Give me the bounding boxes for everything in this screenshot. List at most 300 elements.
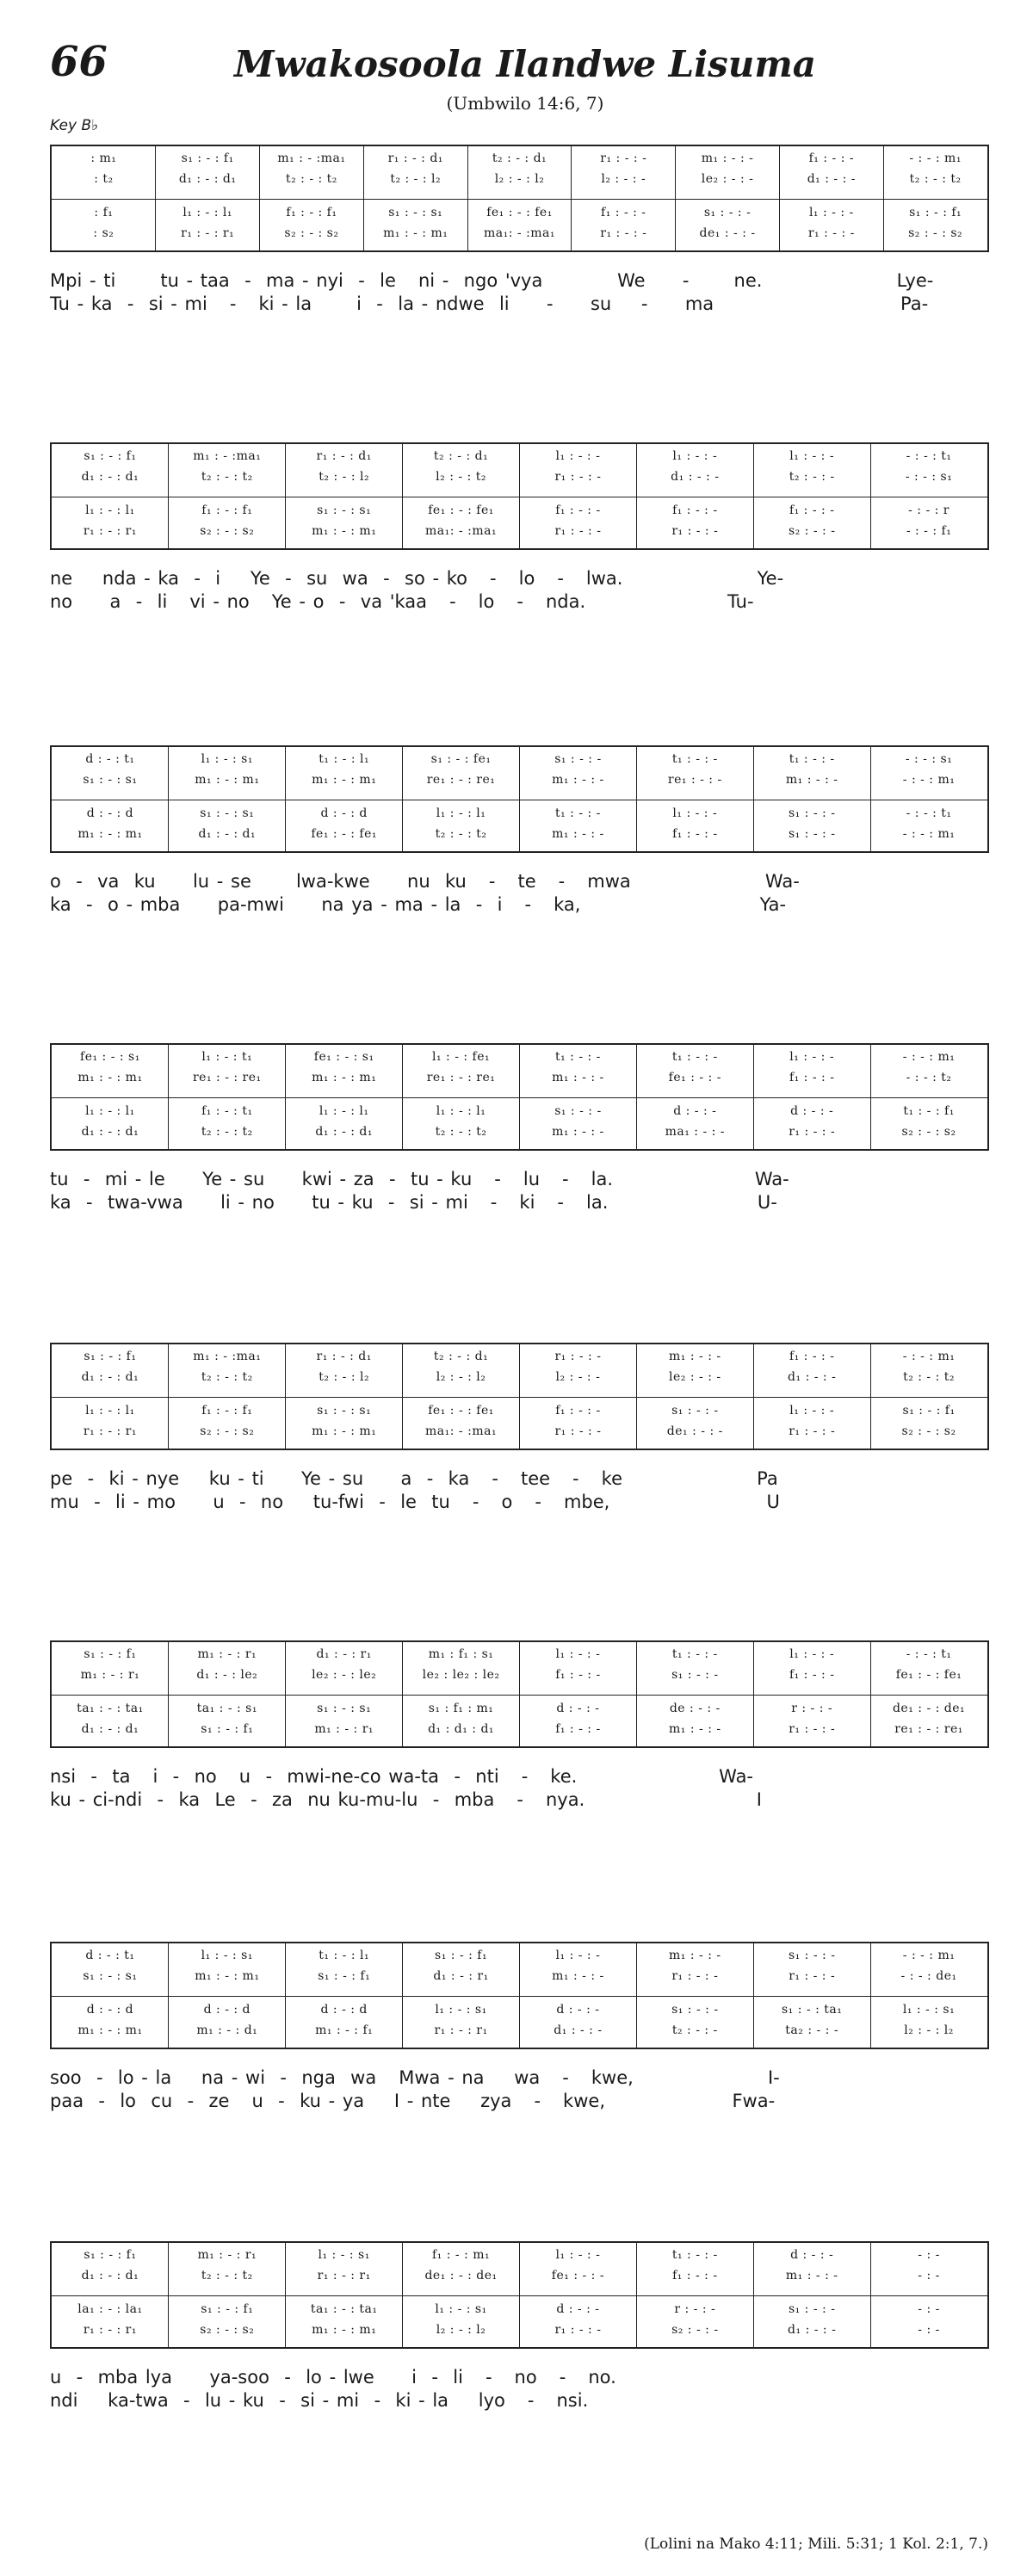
note-cell: ta₁ : - : ta₁ (77, 1702, 144, 1715)
lyric-line: pe - ki - nye ku - ti Ye - su a - ka - tee - ke Pa (50, 1468, 778, 1489)
note-cell: t₂ : - : t₂ (201, 2269, 253, 2283)
note-cell: d : - : - (673, 1104, 717, 1118)
note-cell: l₁ : - : t₁ (201, 1050, 253, 1064)
note-cell: f₁ : - : - (555, 1404, 601, 1418)
note-cell: f₁ : - : f₁ (201, 1404, 253, 1418)
note-cell: - : - : m₁ (902, 1949, 956, 1962)
voice-row (52, 1071, 987, 1084)
music-system (50, 442, 989, 550)
note-cell: m₁ : - : - (552, 827, 604, 841)
note-cell: d : - : d (320, 806, 368, 820)
note-cell: s₁ : - : - (554, 752, 602, 766)
music-system (50, 1942, 989, 2049)
note-cell: fe₁ : - : fe₁ (895, 1668, 962, 1682)
note-cell: s₁ : - : f₁ (201, 2302, 254, 2316)
voice-row (52, 1370, 987, 1384)
note-cell: d₁ : - : le₂ (196, 1668, 258, 1682)
voice-row (52, 1722, 987, 1736)
note-cell: t₂ : - : d₁ (433, 449, 489, 463)
voice-row (52, 1949, 987, 1962)
voice-row (52, 773, 987, 787)
music-system (50, 1343, 989, 1450)
voice-row (52, 2323, 987, 2337)
note-cell: s₁ : - : s₁ (317, 503, 372, 517)
note-cell: f₁ : - : - (789, 1668, 835, 1682)
note-cell: fe₁ : - : fe₁ (428, 503, 494, 517)
note-cell: m₁ : - : - (552, 1125, 604, 1139)
lyric-line: mu - li - mo u - no tu-fwi - le tu - o - mbe, U (50, 1492, 780, 1512)
note-cell: m₁ : - : m₁ (77, 1071, 143, 1084)
note-cell: l₂ : - : - (555, 1370, 601, 1384)
voice-row (52, 752, 987, 766)
note-cell: s₁ : - : f₁ (201, 1722, 254, 1736)
note-cell: m₁ : - : - (785, 2269, 838, 2283)
note-cell: l₁ : - : s₁ (318, 2248, 370, 2262)
music-system (50, 745, 989, 853)
note-cell: s₁ : - : - (703, 206, 752, 219)
hymn-title: Mwakosoola Ilandwe Lisuma (234, 43, 816, 85)
note-cell: s₁ : - : s₁ (200, 806, 255, 820)
note-cell: t₁ : - : f₁ (903, 1104, 955, 1118)
note-cell: t₁ : - : - (554, 1050, 601, 1064)
note-cell: - : - : f₁ (906, 524, 952, 538)
note-cell: re₁ : - : re₁ (192, 1071, 262, 1084)
note-cell: r₁ : - : d₁ (316, 1350, 372, 1363)
note-cell: r₁ : - : - (671, 1969, 719, 1983)
note-cell: s₁ : - : f₁ (435, 1949, 488, 1962)
note-cell: l₁ : - : l₁ (85, 1404, 135, 1418)
note-cell: t₁ : - : - (671, 1050, 718, 1064)
note-cell: l₁ : - : - (555, 449, 601, 463)
lyrics-block (50, 1168, 989, 1214)
note-cell: m₁ : - : m₁ (312, 773, 377, 787)
note-cell: f₁ : - : - (672, 827, 718, 841)
note-cell: - : - : t₂ (906, 1071, 952, 1084)
note-cell: d₁ : - : d₁ (198, 827, 257, 841)
lyrics-block (50, 2066, 989, 2113)
lyrics-block (50, 567, 989, 614)
voice-row (52, 806, 987, 820)
note-cell: re₁ : - : re₁ (426, 1071, 496, 1084)
note-cell: l₁ : - : s₁ (435, 2302, 487, 2316)
voice-row (52, 1104, 987, 1118)
note-cell: f₁ : - : - (555, 1722, 601, 1736)
note-cell: l₂ : - : l₂ (494, 172, 545, 186)
note-cell: d₁ : - : d₁ (81, 2269, 139, 2283)
note-cell: d₁ : - : - (788, 2323, 837, 2337)
note-cell: l₂ : - : t₂ (436, 470, 486, 484)
note-cell: r₁ : - : - (789, 1722, 836, 1736)
note-cell: l₂ : - : - (601, 172, 646, 186)
note-cell: s₁ : - : s₁ (83, 1969, 138, 1983)
note-cell: t₂ : - : t₂ (201, 1125, 253, 1139)
note-cell: de₁ : - : de₁ (892, 1702, 966, 1715)
note-cell: l₂ : - : l₂ (904, 2023, 954, 2037)
lyric-line: u - mba lya ya-soo - lo - lwe i - li - no - no. (50, 2367, 616, 2388)
note-cell: - : - : s₁ (905, 752, 953, 766)
note-cell: l₁ : - : l₁ (436, 1104, 486, 1118)
note-cell: t₂ : - : t₂ (435, 827, 487, 841)
note-cell: r₁ : - : - (789, 1969, 836, 1983)
scripture-reference: (Umbwilo 14:6, 7) (446, 93, 604, 114)
note-cell: m₁ : - : r₁ (80, 1668, 140, 1682)
note-cell: l₁ : - : l₁ (436, 806, 486, 820)
note-cell: d₁ : - : d₁ (315, 1125, 373, 1139)
note-cell: - : - (918, 2269, 940, 2283)
voice-row (52, 524, 987, 538)
note-cell: m₁ : - : - (669, 1350, 721, 1363)
note-cell: f₁ : - : - (789, 503, 835, 517)
note-cell: t₂ : - : l₂ (319, 1370, 370, 1384)
voice-row (52, 1702, 987, 1715)
note-cell: - : - : t₁ (906, 449, 952, 463)
voice-row (52, 206, 987, 219)
note-cell: - : - (918, 2302, 940, 2316)
note-cell: r₁ : - : - (554, 1350, 602, 1363)
note-cell: l₁ : - : - (789, 1647, 835, 1661)
note-cell: - : - : t₁ (906, 1647, 952, 1661)
note-cell: l₁ : - : - (789, 1050, 835, 1064)
note-cell: d : - : d (86, 2003, 134, 2017)
key-signature: Key B♭ (50, 117, 99, 134)
note-cell: l₁ : - : l₁ (85, 1104, 135, 1118)
note-cell: r₁ : - : r₁ (83, 2323, 137, 2337)
note-cell: de : - : - (669, 1702, 721, 1715)
note-cell: de₁ : - : de₁ (424, 2269, 498, 2283)
note-cell: s₁ : - : - (788, 1949, 836, 1962)
note-cell: s₁ : - : f₁ (318, 1969, 371, 1983)
note-cell: d₁ : - : - (807, 172, 856, 186)
note-cell: d : - : d (86, 806, 134, 820)
lyrics-block (50, 2366, 989, 2412)
note-cell: s₂ : - : - (671, 2323, 719, 2337)
note-cell: fe₁ : - : s₁ (313, 1050, 374, 1064)
note-cell: ma₁: - :ma₁ (425, 1424, 498, 1438)
note-cell: l₁ : - : l₁ (182, 206, 232, 219)
note-cell: m₁ : f₁ : s₁ (428, 1647, 494, 1661)
note-cell: s₁ : - : fe₁ (430, 752, 492, 766)
note-cell: l₂ : - : l₂ (436, 2323, 486, 2337)
note-cell: t₁ : - : - (554, 806, 601, 820)
note-cell: - : - (918, 2323, 940, 2337)
note-cell: fe₁ : - : - (668, 1071, 721, 1084)
note-cell: s₂ : - : s₂ (200, 1424, 255, 1438)
voice-row (52, 449, 987, 463)
note-cell: d₁ : - : d₁ (178, 172, 237, 186)
note-cell: t₁ : - : l₁ (319, 1949, 370, 1962)
note-cell: - : - : m₁ (902, 1050, 956, 1064)
note-cell: fe₁ : - : - (551, 2269, 605, 2283)
note-cell: : m₁ (90, 151, 117, 165)
note-cell: s₁ : - : s₁ (317, 1404, 372, 1418)
note-cell: r₁ : - : - (554, 524, 602, 538)
music-system (50, 1043, 989, 1151)
voice-row (52, 1050, 987, 1064)
lyric-line: ne nda - ka - i Ye - su wa - so - ko - lo - lwa. Ye- (50, 568, 784, 589)
note-cell: s₁ : - : - (671, 2003, 719, 2017)
voice-row (52, 1404, 987, 1418)
note-cell: l₁ : - : - (555, 1647, 601, 1661)
note-cell: m₁ : - : m₁ (312, 2323, 377, 2337)
voice-row (52, 470, 987, 484)
note-cell: de₁ : - : - (699, 226, 756, 240)
note-cell: d : - : - (790, 1104, 834, 1118)
note-cell: m₁ : - : - (552, 1969, 604, 1983)
music-system (50, 145, 989, 252)
note-cell: re₁ : - : - (667, 773, 722, 787)
lyric-line: Tu - ka - si - mi - ki - la i - la - ndwe li - su - ma Pa- (50, 293, 929, 314)
voice-row (52, 151, 987, 165)
note-cell: f₁ : - : - (672, 2269, 718, 2283)
voice-row (52, 172, 987, 186)
note-cell: l₁ : - : - (672, 806, 718, 820)
note-cell: m₁ : - : - (552, 773, 604, 787)
note-cell: m₁ : - : r₁ (314, 1722, 374, 1736)
note-cell: t₂ : - : t₂ (435, 1125, 487, 1139)
music-system (50, 2241, 989, 2349)
note-cell: t₂ : - : t₂ (285, 172, 337, 186)
note-cell: r₁ : - : - (789, 1424, 836, 1438)
note-cell: m₁ : - : f₁ (315, 2023, 374, 2037)
note-cell: m₁ : - : r₁ (197, 2248, 257, 2262)
note-cell: m₁ : - : m₁ (312, 524, 377, 538)
note-cell: t₁ : - : - (671, 752, 718, 766)
lyric-line: o - va ku lu - se lwa-kwe nu ku - te - mwa Wa- (50, 871, 800, 892)
voice-row (52, 2248, 987, 2262)
note-cell: r₁ : - : - (600, 226, 647, 240)
note-cell: - : - : de₁ (900, 1969, 957, 1983)
note-cell: r : - : - (674, 2302, 716, 2316)
lyric-line: Mpi - ti tu - taa - ma - nyi - le ni - ngo 'vya We - ne. Lye- (50, 270, 934, 291)
lyrics-block (50, 269, 989, 316)
note-cell: s₂ : - : s₂ (200, 2323, 255, 2337)
note-cell: s₁ : - : s₁ (317, 1702, 372, 1715)
note-cell: ta₁ : - : ta₁ (310, 2302, 378, 2316)
note-cell: - : - : t₁ (906, 806, 952, 820)
note-cell: f₁ : - : - (601, 206, 646, 219)
footer-references: (Lolini na Mako 4:11; Mili. 5:31; 1 Kol. 2:1, 7.) (644, 2536, 988, 2553)
note-cell: d : - : - (790, 2248, 834, 2262)
note-cell: fe₁ : - : fe₁ (428, 1404, 494, 1418)
note-cell: r₁ : - : - (554, 1424, 602, 1438)
voice-row (52, 503, 987, 517)
note-cell: r₁ : - : - (600, 151, 647, 165)
note-cell: d₁ : - : d₁ (81, 470, 139, 484)
note-cell: s₁ : - : - (788, 2302, 836, 2316)
note-cell: de₁ : - : - (666, 1424, 723, 1438)
note-cell: m₁ : - : m₁ (312, 1071, 377, 1084)
note-cell: m₁ : - : m₁ (312, 1424, 377, 1438)
note-cell: r₁ : - : d₁ (387, 151, 443, 165)
note-cell: r₁ : - : r₁ (83, 1424, 137, 1438)
note-cell: ta₂ : - : - (785, 2023, 839, 2037)
note-cell: fe₁ : - : s₁ (80, 1050, 140, 1064)
voice-row (52, 1125, 987, 1139)
voice-row (52, 827, 987, 841)
note-cell: s₁ : - : - (788, 806, 836, 820)
note-cell: le₂ : - : - (669, 1370, 721, 1384)
voice-row (52, 2003, 987, 2017)
note-cell: l₁ : - : l₁ (85, 503, 135, 517)
note-cell: s₁ : - : f₁ (84, 2248, 137, 2262)
note-cell: ta₁ : - : s₁ (196, 1702, 257, 1715)
note-cell: f₁ : - : t₁ (201, 1104, 253, 1118)
note-cell: f₁ : - : - (789, 1071, 835, 1084)
voice-row (52, 1647, 987, 1661)
lyric-line: no a - li vi - no Ye - o - va 'kaa - lo - nda. Tu- (50, 591, 754, 612)
note-cell: : t₂ (94, 172, 114, 186)
lyrics-block (50, 870, 989, 917)
note-cell: r₁ : - : d₁ (316, 449, 372, 463)
note-cell: f₁ : - : - (789, 1350, 835, 1363)
note-cell: t₂ : - : t₂ (903, 1370, 956, 1384)
note-cell: m₁ : - :ma₁ (277, 151, 346, 165)
voice-row (52, 2302, 987, 2316)
note-cell: d₁ : - : r₁ (316, 1647, 372, 1661)
note-cell: s₁ : - : - (671, 1668, 719, 1682)
note-cell: s₁ : - : f₁ (181, 151, 234, 165)
voice-row (52, 2023, 987, 2037)
note-cell: s₂ : - : s₂ (200, 524, 255, 538)
note-cell: - : - : m₁ (902, 827, 956, 841)
note-cell: d : - : t₁ (85, 1949, 135, 1962)
note-cell: s₁ : - : - (788, 827, 836, 841)
voice-row (52, 1424, 987, 1438)
note-cell: f₁ : - : - (555, 1668, 601, 1682)
note-cell: t₁ : - : - (671, 1647, 718, 1661)
note-cell: t₂ : - : - (671, 2023, 718, 2037)
voice-row (52, 226, 987, 240)
note-cell: r : - : - (791, 1702, 833, 1715)
note-cell: m₁ : - :ma₁ (193, 1350, 262, 1363)
music-system (50, 1640, 989, 1748)
lyric-line: paa - lo cu - ze u - ku - ya I - nte zya - kwe, Fwa- (50, 2091, 776, 2111)
note-cell: d₁ : d₁ : d₁ (428, 1722, 495, 1736)
lyric-line: ka - twa-vwa li - no tu - ku - si - mi - ki - la. U- (50, 1192, 777, 1213)
note-cell: l₁ : - : - (672, 449, 718, 463)
note-cell: d₁ : - : - (671, 470, 720, 484)
note-cell: d : - : d (203, 2003, 251, 2017)
note-cell: s₁ : - : - (671, 1404, 719, 1418)
note-cell: ma₁ : - : - (665, 1125, 726, 1139)
note-cell: - : - : m₁ (902, 773, 956, 787)
note-cell: d₁ : - : - (788, 1370, 837, 1384)
note-cell: m₁ : - : r₁ (197, 1647, 257, 1661)
note-cell: t₂ : - : t₂ (201, 1370, 253, 1384)
lyric-line: nsi - ta i - no u - mwi-ne-co wa-ta - nti - ke. Wa- (50, 1766, 754, 1787)
note-cell: s₂ : - : s₂ (901, 1424, 956, 1438)
note-cell: r₁ : - : r₁ (434, 2023, 488, 2037)
note-cell: l₁ : - : - (789, 449, 835, 463)
note-cell: ma₁: - :ma₁ (425, 524, 498, 538)
note-cell: s₁ : - : ta₁ (782, 2003, 843, 2017)
note-cell: f₁ : - : - (672, 503, 718, 517)
note-cell: m₁ : - : m₁ (383, 226, 448, 240)
note-cell: s₁ : - : f₁ (909, 206, 962, 219)
note-cell: l₁ : - : - (555, 1949, 601, 1962)
voice-row (52, 1668, 987, 1682)
lyric-line: tu - mi - le Ye - su kwi - za - tu - ku - lu - la. Wa- (50, 1169, 789, 1189)
note-cell: s₁ : f₁ : m₁ (428, 1702, 494, 1715)
note-cell: r₁ : - : r₁ (181, 226, 235, 240)
note-cell: t₂ : - : t₂ (909, 172, 962, 186)
note-cell: s₂ : - : s₂ (284, 226, 339, 240)
hymn-number: 66 (50, 38, 108, 86)
note-cell: l₂ : - : l₂ (436, 1370, 486, 1384)
note-cell: r₁ : - : - (671, 524, 719, 538)
note-cell: t₂ : - : l₂ (390, 172, 442, 186)
note-cell: t₂ : - : d₁ (433, 1350, 489, 1363)
note-cell: d₁ : - : d₁ (81, 1722, 139, 1736)
note-cell: d₁ : - : - (554, 2023, 603, 2037)
note-cell: fe₁ : - : fe₁ (311, 827, 377, 841)
note-cell: t₁ : - : l₁ (319, 752, 370, 766)
lyrics-block (50, 1467, 989, 1514)
note-cell: d₁ : - : r₁ (433, 1969, 489, 1983)
note-cell: s₂ : - : - (788, 524, 836, 538)
note-cell: t₂ : - : - (789, 470, 835, 484)
note-cell: r₁ : - : - (807, 226, 855, 240)
note-cell: m₁ : - :ma₁ (193, 449, 262, 463)
note-cell: s₁ : - : f₁ (902, 1404, 956, 1418)
note-cell: r₁ : - : - (789, 1125, 836, 1139)
note-cell: : f₁ (94, 206, 114, 219)
note-cell: s₁ : - : s₁ (388, 206, 443, 219)
note-cell: l₁ : - : s₁ (435, 2003, 487, 2017)
note-cell: f₁ : - : - (555, 503, 601, 517)
note-cell: m₁ : - : - (701, 151, 754, 165)
note-cell: m₁ : - : m₁ (77, 2023, 143, 2037)
note-cell: - : - : s₁ (905, 470, 953, 484)
note-cell: le₂ : le₂ : le₂ (422, 1668, 500, 1682)
lyrics-block (50, 1765, 989, 1812)
note-cell: - : - (918, 2248, 940, 2262)
lyric-line: ndi ka-twa - lu - ku - si - mi - ki - la lyo - nsi. (50, 2390, 589, 2411)
note-cell: f₁ : - : m₁ (431, 2248, 491, 2262)
note-cell: t₂ : - : l₂ (319, 470, 370, 484)
note-cell: l₁ : - : - (555, 2248, 601, 2262)
note-cell: - : - : r (908, 503, 949, 517)
note-cell: ma₁: - :ma₁ (483, 226, 556, 240)
lyric-line: soo - lo - la na - wi - nga wa Mwa - na wa - kwe, I- (50, 2067, 780, 2088)
note-cell: f₁ : - : - (808, 151, 855, 165)
note-cell: r₁ : - : r₁ (317, 2269, 371, 2283)
note-cell: - : - : m₁ (902, 1350, 956, 1363)
note-cell: d : - : - (556, 2302, 600, 2316)
lyric-line: ku - ci-ndi - ka Le - za nu ku-mu-lu - mba - nya. I (50, 1789, 763, 1810)
voice-row (52, 1350, 987, 1363)
note-cell: le₂ : - : - (701, 172, 754, 186)
note-cell: re₁ : - : re₁ (426, 773, 496, 787)
note-cell: m₁ : - : - (669, 1949, 721, 1962)
note-cell: s₁ : - : s₁ (83, 773, 138, 787)
note-cell: la₁ : - : la₁ (77, 2302, 143, 2316)
note-cell: d₁ : - : d₁ (81, 1125, 139, 1139)
note-cell: : s₂ (93, 226, 114, 240)
voice-row (52, 1969, 987, 1983)
note-cell: m₁ : - : m₁ (195, 773, 260, 787)
note-cell: t₂ : - : t₂ (201, 470, 253, 484)
note-cell: l₁ : - : s₁ (201, 752, 253, 766)
note-cell: l₁ : - : - (808, 206, 854, 219)
voice-row (52, 2269, 987, 2283)
note-cell: f₁ : - : f₁ (286, 206, 337, 219)
note-cell: - : - : m₁ (909, 151, 962, 165)
note-cell: r₁ : - : r₁ (83, 524, 137, 538)
note-cell: m₁ : - : - (552, 1071, 604, 1084)
note-cell: l₁ : - : - (789, 1404, 835, 1418)
note-cell: d : - : t₁ (85, 752, 135, 766)
